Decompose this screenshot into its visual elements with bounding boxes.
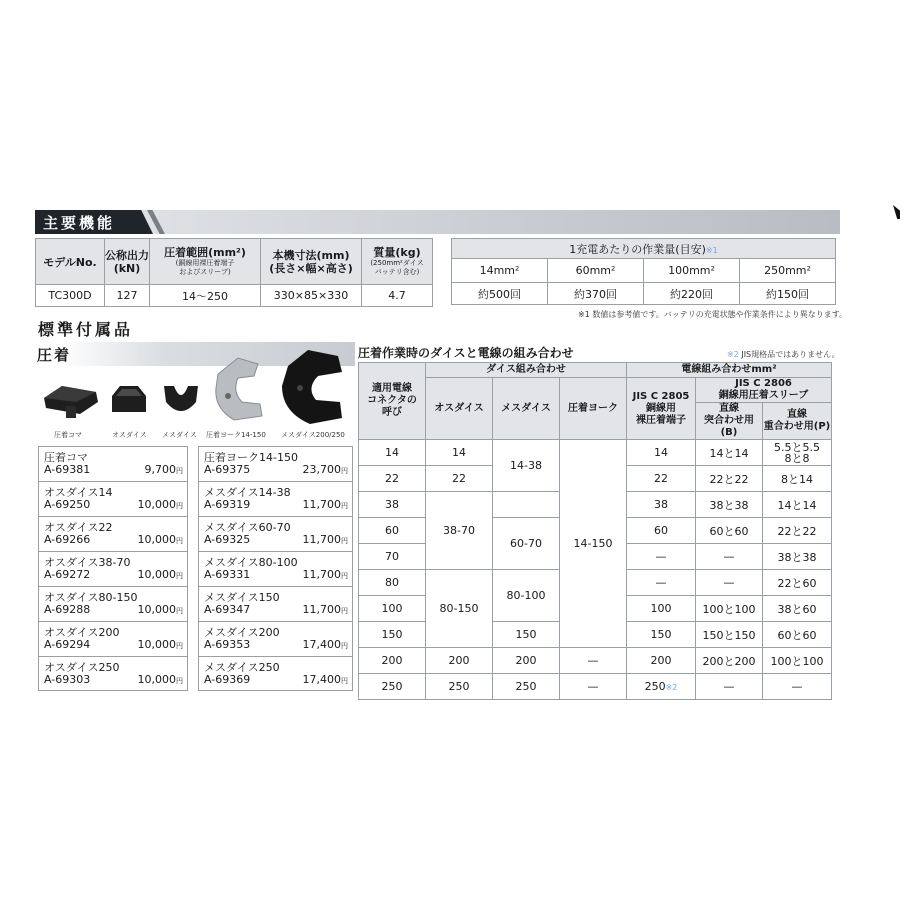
list-item: オスダイス22 A-69266 10,000円 — [38, 516, 188, 551]
combo-butt: 150と150 — [696, 622, 763, 648]
list-item: 圧着ヨーク14-150 A-69375 23,700円 — [198, 446, 353, 481]
combo-size: 80 — [359, 570, 426, 596]
combo-size: 60 — [359, 518, 426, 544]
spec-header-dims: 本機寸法(mm) (長さ×幅×高さ) — [261, 239, 362, 285]
combo-terminal: 60 — [627, 518, 696, 544]
work-val-14: 約500回 — [452, 283, 548, 305]
combo-butt: 200と200 — [696, 648, 763, 674]
accessories-title: 標準付属品 — [38, 320, 134, 339]
combo-terminal: — — [627, 544, 696, 570]
combo-female: 150 — [493, 622, 560, 648]
work-val-250: 約150回 — [740, 283, 836, 305]
spec-header-force: 公称出力 (kN) — [105, 239, 150, 285]
combo-female: 250 — [493, 674, 560, 700]
main-spec-header — [35, 210, 840, 234]
work-footnote: ※1 数値は参考値です。バッテリの充電状態や作業条件により異なります。 — [578, 310, 848, 319]
combo-overlap: 100と100 — [763, 648, 832, 674]
combo-header-conn: 適用電線 コネクタの 呼び — [359, 363, 426, 440]
combo-female: 14-38 — [493, 440, 560, 492]
spec-force: 127 — [105, 285, 150, 307]
combo-header-male: オスダイス — [426, 378, 493, 440]
combo-overlap: 38と38 — [763, 544, 832, 570]
caption-crimp-piece: 圧着コマ — [54, 431, 82, 439]
combo-terminal: — — [627, 570, 696, 596]
combo-male: 38-70 — [426, 492, 493, 570]
combo-size: 200 — [359, 648, 426, 674]
caption-crimp-yoke: 圧着ヨーク14-150 — [206, 431, 266, 439]
combo-title: 圧着作業時のダイスと電線の組み合わせ — [358, 346, 574, 360]
page-edge-mark — [893, 205, 900, 219]
main-spec-title: 主要機能 — [43, 214, 116, 232]
combo-female: 60-70 — [493, 518, 560, 570]
list-item: オスダイス200 A-69294 10,000円 — [38, 621, 188, 656]
combo-header-butt: 直線 突合わせ用(B) — [696, 403, 763, 440]
work-col-60: 60mm² — [548, 259, 644, 283]
combo-size: 100 — [359, 596, 426, 622]
work-col-100: 100mm² — [644, 259, 740, 283]
combo-butt: — — [696, 674, 763, 700]
work-amount-table — [451, 238, 836, 305]
list-item: メスダイス80-100 A-69331 11,700円 — [198, 551, 353, 586]
female-die-200-250-icon — [276, 346, 352, 428]
crimp-piece-icon — [40, 380, 102, 420]
combo-terminal: 22 — [627, 466, 696, 492]
accessory-list-left — [38, 446, 188, 691]
combo-male: 250 — [426, 674, 493, 700]
combo-butt: — — [696, 544, 763, 570]
accessory-list-right — [198, 446, 353, 691]
combo-table — [358, 362, 832, 700]
spec-range: 14〜250 — [150, 285, 261, 307]
combo-butt: — — [696, 570, 763, 596]
combo-male: 200 — [426, 648, 493, 674]
combo-overlap: 5.5と5.5 8と8 — [763, 440, 832, 466]
combo-terminal: 100 — [627, 596, 696, 622]
crimp-yoke-icon — [208, 352, 268, 424]
combo-butt: 100と100 — [696, 596, 763, 622]
work-amount-title: 1充電あたりの作業量(目安)※1 — [452, 239, 836, 259]
list-item: メスダイス14-38 A-69319 11,700円 — [198, 481, 353, 516]
combo-header-yoke: 圧着ヨーク — [560, 378, 627, 440]
combo-yoke: — — [560, 648, 627, 674]
combo-size: 22 — [359, 466, 426, 492]
combo-female: 80-100 — [493, 570, 560, 622]
combo-butt: 60と60 — [696, 518, 763, 544]
list-item: メスダイス150 A-69347 11,700円 — [198, 586, 353, 621]
combo-butt: 38と38 — [696, 492, 763, 518]
combo-overlap: — — [763, 674, 832, 700]
spec-model: TC300D — [36, 285, 105, 307]
list-item: メスダイス60-70 A-69325 11,700円 — [198, 516, 353, 551]
caption-male-die: オスダイス — [112, 431, 147, 439]
combo-terminal: 200 — [627, 648, 696, 674]
combo-header-jis2806: JIS C 2806 銅線用圧着スリーブ — [696, 378, 832, 403]
combo-female: 200 — [493, 648, 560, 674]
list-item: 圧着コマ A-69381 9,700円 — [38, 446, 188, 481]
combo-terminal: 14 — [627, 440, 696, 466]
combo-male: 80-150 — [426, 570, 493, 648]
combo-overlap: 8と14 — [763, 466, 832, 492]
combo-terminal: 250※2 — [627, 674, 696, 700]
combo-size: 38 — [359, 492, 426, 518]
spec-table — [35, 238, 433, 307]
combo-terminal: 150 — [627, 622, 696, 648]
list-item: オスダイス80-150 A-69288 10,000円 — [38, 586, 188, 621]
combo-butt: 14と14 — [696, 440, 763, 466]
combo-overlap: 22と22 — [763, 518, 832, 544]
work-col-14: 14mm² — [452, 259, 548, 283]
combo-overlap: 14と14 — [763, 492, 832, 518]
list-item: オスダイス38-70 A-69272 10,000円 — [38, 551, 188, 586]
combo-size: 70 — [359, 544, 426, 570]
combo-female-empty — [493, 492, 560, 518]
combo-overlap: 38と60 — [763, 596, 832, 622]
combo-header-jis2805: JIS C 2805 銅線用 裸圧着端子 — [627, 378, 696, 440]
spec-header-range: 圧着範囲(mm²) (銅線用裸圧着端子 およびスリーブ) — [150, 239, 261, 285]
combo-header-dies: ダイス組み合わせ — [426, 363, 627, 378]
caption-female-die-200-250: メスダイス200/250 — [281, 431, 345, 439]
work-val-60: 約370回 — [548, 283, 644, 305]
combo-terminal: 38 — [627, 492, 696, 518]
spec-weight: 4.7 — [362, 285, 433, 307]
work-col-250: 250mm² — [740, 259, 836, 283]
list-item: オスダイス250 A-69303 10,000円 — [38, 656, 188, 691]
combo-yoke: 14-150 — [560, 440, 627, 648]
list-item: メスダイス200 A-69353 17,400円 — [198, 621, 353, 656]
combo-overlap: 60と60 — [763, 622, 832, 648]
combo-jis-note: ※2 JIS規格品ではありません。 — [727, 350, 840, 359]
combo-size: 14 — [359, 440, 426, 466]
spec-header-model: モデルNo. — [36, 239, 105, 285]
list-item: メスダイス250 A-69369 17,400円 — [198, 656, 353, 691]
female-die-icon — [160, 380, 202, 420]
spec-header-weight: 質量(kg) (250mm²ダイス バッテリ含む) — [362, 239, 433, 285]
combo-header-wire: 電線組み合わせmm² — [627, 363, 832, 378]
combo-butt: 22と22 — [696, 466, 763, 492]
combo-male: 14 — [426, 440, 493, 466]
combo-size: 250 — [359, 674, 426, 700]
work-val-100: 約220回 — [644, 283, 740, 305]
combo-overlap: 22と60 — [763, 570, 832, 596]
combo-yoke: — — [560, 674, 627, 700]
combo-male: 22 — [426, 466, 493, 492]
list-item: オスダイス14 A-69250 10,000円 — [38, 481, 188, 516]
combo-header-overlap: 直線 重合わせ用(P) — [763, 403, 832, 440]
combo-size: 150 — [359, 622, 426, 648]
crimp-band-title: 圧着 — [37, 346, 72, 364]
combo-header-female: メスダイス — [493, 378, 560, 440]
male-die-icon — [106, 382, 150, 418]
spec-dims: 330×85×330 — [261, 285, 362, 307]
caption-female-die: メスダイス — [162, 431, 197, 439]
